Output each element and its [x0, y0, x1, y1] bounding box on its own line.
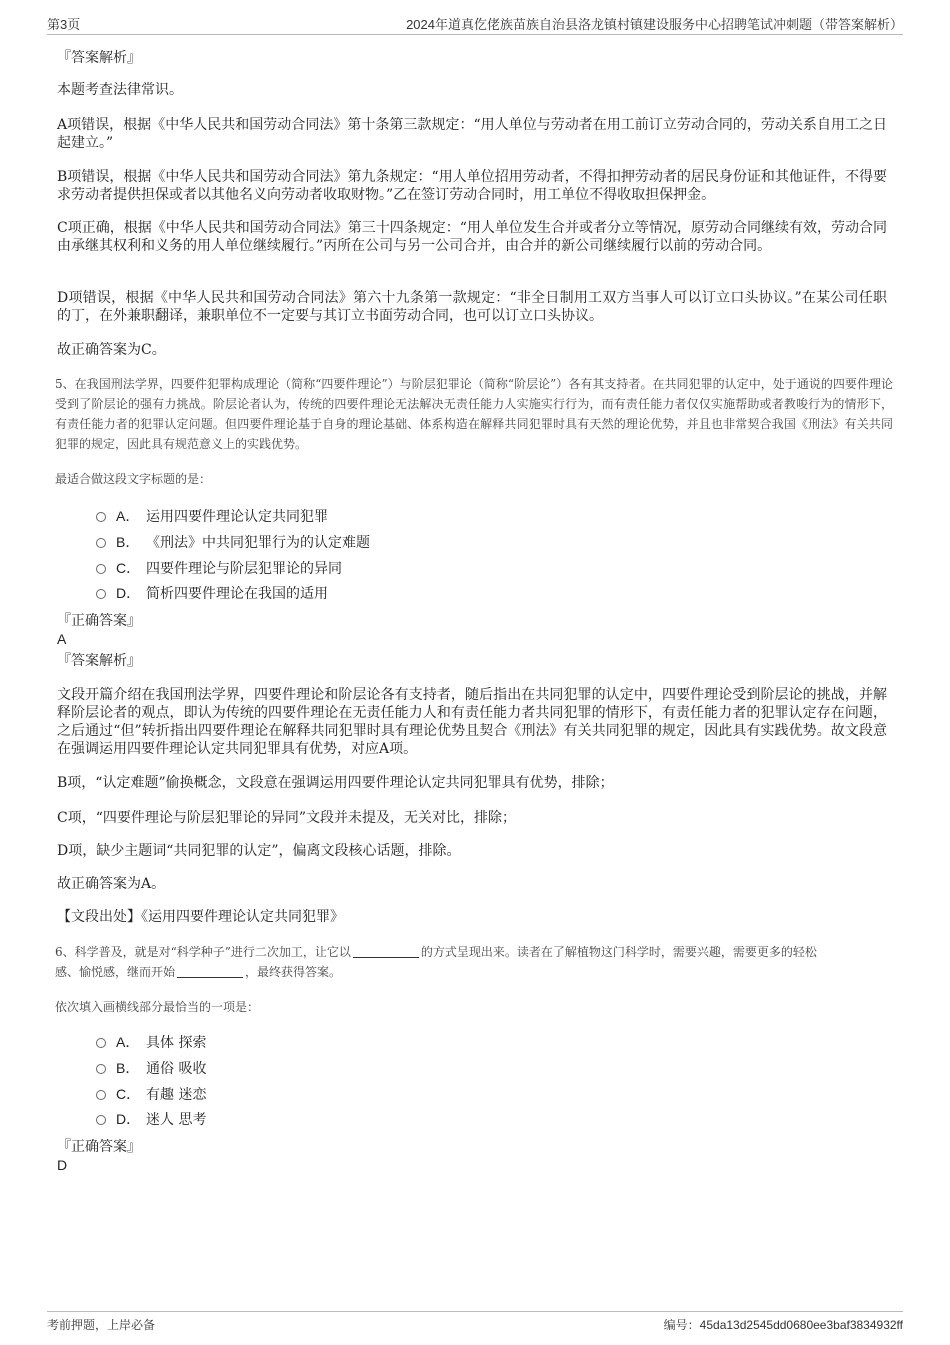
q4-analysis-d: D项错误，根据《中华人民共和国劳动合同法》第六十九条第一款规定：“非全日制用工双方当事人可以订立口头协议。”在某公司任职的丁，在外兼职翻译，兼职单位不一定要与其订立书面劳动合同，也可以订立口头协议。	[57, 290, 887, 324]
q4-analysis-c: C项正确，根据《中华人民共和国劳动合同法》第三十四条规定：“用人单位发生合并或者分立等情况，原劳动合同继续有效，劳动合同由承继其权利和义务的用人单位继续履行。”丙所在公司与另一公司合并，由合并的新公司继续履行以前的劳动合同。	[57, 220, 887, 254]
q5-answer-heading: 『正确答案』	[57, 613, 141, 629]
q4-analysis-a: A项错误，根据《中华人民共和国劳动合同法》第十条第三款规定：“用人单位与劳动者在用工前订立劳动合同的，劳动关系自用工之日起建立。”	[57, 117, 887, 151]
q6-option-c[interactable]: C． 有趣 迷恋	[96, 1085, 206, 1104]
document-title: 2024年道真仡佬族苗族自治县洛龙镇村镇建设服务中心招聘笔试冲刺题（带答案解析）	[406, 17, 903, 32]
q6-option-d[interactable]: D． 迷人 思考	[96, 1110, 206, 1129]
radio-icon[interactable]	[96, 1115, 106, 1125]
q5-analysis: 文段开篇介绍在我国刑法学界，四要件理论和阶层论各有支持者，随后指出在共同犯罪的认定中，四要件理论受到阶层论的挑战，并解释阶层论者的观点，即认为传统的四要件理论在无责任能力人和有责任能力者共同犯罪的情形下，有责任能力者的犯罪认定存在问题，之后通过“但”转折指出四要件理论在解释共同犯罪时具有理论优势且契合《刑法》有关共同犯罪的规定，因此具有实践优势。故文段意在强调运用四要件理论认定共同犯罪具有优势，对应A项。	[57, 687, 887, 757]
blank-line-2	[177, 965, 243, 978]
q6-answer: D	[57, 1157, 68, 1173]
q5-analysis-d: D项，缺少主题词“共同犯罪的认定”，偏离文段核心话题，排除。	[57, 843, 461, 859]
footer-slogan: 考前押题，上岸必备	[47, 1318, 156, 1332]
q5-option-b[interactable]: B． 《刑法》中共同犯罪行为的认定难题	[96, 533, 370, 552]
q6-option-a[interactable]: A． 具体 探索	[96, 1033, 206, 1052]
q6-stem: 6、科学普及，就是对“科学种子”进行二次加工，让它以 的方式呈现出来。读者在了解植物这门科学时，需要兴趣，需要更多的轻松 感、愉悦感，继而开始 ，最终获得答案。	[55, 945, 817, 979]
page-number: 第3页	[47, 17, 81, 32]
q5-conclusion: 故正确答案为A。	[57, 876, 166, 892]
q4-analysis-intro: 本题考查法律常识。	[57, 82, 183, 98]
q4-analysis-b: B项错误，根据《中华人民共和国劳动合同法》第九条规定：“用人单位招用劳动者，不得扣押劳动者的居民身份证和其他证件，不得要求劳动者提供担保或者以其他名义向劳动者收取财物。”乙在签订劳动合同时，用工单位不得收取担保押金。	[57, 169, 887, 203]
radio-icon[interactable]	[96, 589, 106, 599]
q5-option-a[interactable]: A． 运用四要件理论认定共同犯罪	[96, 507, 328, 526]
q5-option-c[interactable]: C． 四要件理论与阶层犯罪论的异同	[96, 559, 342, 578]
q5-source: 【文段出处】《运用四要件理论认定共同犯罪》	[57, 909, 344, 925]
blank-line-1	[353, 945, 419, 958]
q5-stem: 5、在我国刑法学界，四要件犯罪构成理论（简称“四要件理论”）与阶层犯罪论（简称“阶层论”）各有其支持者。在共同犯罪的认定中，处于通说的四要件理论受到了阶层论的强有力挑战。阶层论者认为，传统的四要件理论无法解决无责任能力人实施实行行为，而有责任能力者仅仅实施帮助或者教唆行为的情形下，有责任能力者的犯罪认定问题。但四要件理论基于自身的理论基础、体系构造在解释共同犯罪时具有天然的理论优势，并且也非常契合我国《刑法》有关共同犯罪的规定，因此具有规范意义上的实践优势。	[55, 377, 893, 451]
q5-answer: A	[57, 631, 67, 647]
q5-option-d[interactable]: D． 简析四要件理论在我国的适用	[96, 584, 328, 603]
q5-analysis-b: B项，“认定难题”偷换概念，文段意在强调运用四要件理论认定共同犯罪具有优势，排除；	[57, 775, 614, 791]
page-header	[47, 14, 903, 35]
radio-icon[interactable]	[96, 538, 106, 548]
radio-icon[interactable]	[96, 564, 106, 574]
q5-analysis-c: C项，“四要件理论与阶层犯罪论的异同”文段并未提及，无关对比，排除；	[57, 810, 517, 826]
radio-icon[interactable]	[96, 1090, 106, 1100]
q6-option-b[interactable]: B． 通俗 吸收	[96, 1059, 206, 1078]
radio-icon[interactable]	[96, 1038, 106, 1048]
q5-prompt: 最适合做这段文字标题的是：	[55, 472, 212, 486]
q4-conclusion: 故正确答案为C。	[57, 342, 166, 358]
radio-icon[interactable]	[96, 1064, 106, 1074]
q6-prompt: 依次填入画横线部分最恰当的一项是：	[55, 1000, 260, 1014]
q6-answer-heading: 『正确答案』	[57, 1139, 141, 1155]
q5-analysis-heading: 『答案解析』	[57, 653, 141, 669]
document-id: 编号：45da13d2545dd0680ee3baf3834932ff	[663, 1318, 903, 1332]
radio-icon[interactable]	[96, 512, 106, 522]
q4-analysis-heading: 『答案解析』	[57, 50, 141, 66]
page-footer	[47, 1311, 903, 1336]
